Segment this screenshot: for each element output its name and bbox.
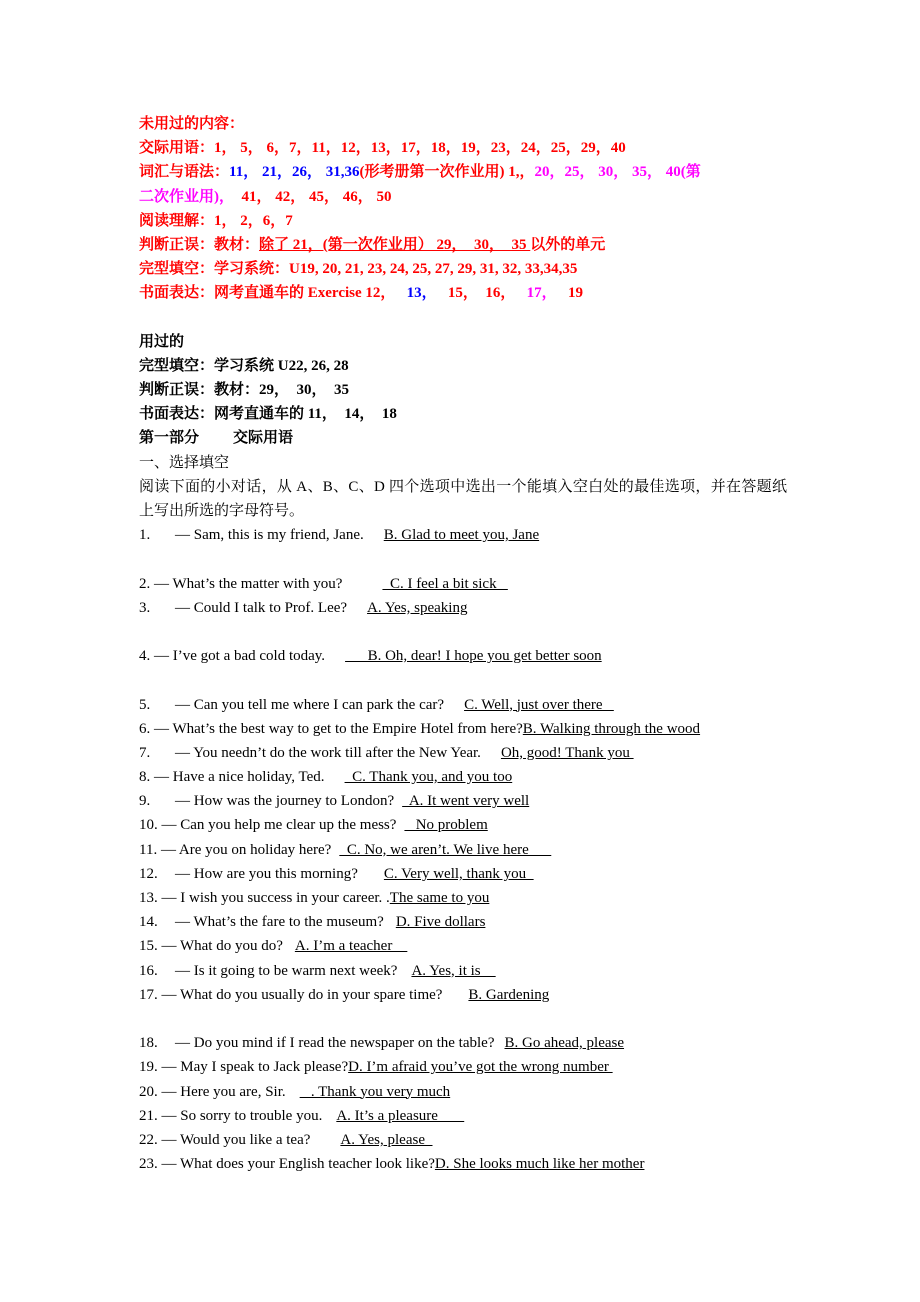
item-number: 10. <box>139 817 158 834</box>
item-number: 4. <box>139 648 151 665</box>
part-heading <box>139 426 789 450</box>
item-answer: A. Yes, please <box>340 1131 433 1148</box>
unused-cihui-red-nums: 1,， <box>508 164 535 181</box>
item-number: 7. <box>139 744 151 761</box>
dialogue-item <box>139 572 789 596</box>
item-number: 8. <box>139 769 151 786</box>
item-answer: A. Yes, speaking <box>367 599 468 616</box>
dialogue-item <box>139 789 789 813</box>
item-number: 6. <box>139 720 151 737</box>
item-question: — Could I talk to Prof. Lee? <box>175 599 348 616</box>
unused-shumian-19: 19 <box>567 285 583 302</box>
unused-shumian-13: 13， <box>406 285 437 302</box>
item-number: 3. <box>139 599 151 616</box>
item-answer: D. I’m afraid you’ve got the wrong number <box>348 1059 613 1076</box>
item-number: 18. <box>139 1035 158 1052</box>
part-title: 第一部分 <box>139 430 200 447</box>
dialogue-item <box>139 838 789 862</box>
dialogue-item <box>139 983 789 1007</box>
spacer <box>139 306 789 330</box>
item-number: 19. <box>139 1059 158 1076</box>
item-number: 13. <box>139 890 158 907</box>
unused-wanxing-line <box>139 257 789 281</box>
dialogue-item <box>139 1128 789 1152</box>
unused-shumian-pre: 网考直通车的 Exercise 12， <box>214 285 396 302</box>
item-question: — What’s the fare to the museum? <box>175 914 384 931</box>
item-number: 20. <box>139 1083 158 1100</box>
dialogue-item <box>139 1055 789 1079</box>
spacer <box>139 620 789 644</box>
dialogue-item <box>139 596 789 620</box>
item-number: 16. <box>139 962 158 979</box>
dialogue-item <box>139 523 789 547</box>
used-shumian: 书面表达：网考直通车的 11， 14， 18 <box>139 406 397 423</box>
unused-jiaoji-label: 交际用语： <box>139 140 215 157</box>
item-question: — Have a nice holiday, Ted. <box>150 769 325 786</box>
item-answer: B. Go ahead, please <box>504 1035 625 1052</box>
item-answer: C. I feel a bit sick <box>382 575 508 592</box>
item-answer: B. Glad to meet you, Jane <box>383 527 540 544</box>
item-question: — Sam, this is my friend, Jane. <box>175 527 364 544</box>
item-answer: C. Well, just over there <box>464 696 614 713</box>
item-question: — Do you mind if I read the newspaper on the table? <box>175 1035 495 1052</box>
section-instruction: 阅读下面的小对话，从 A、B、C、D 四个选项中选出一个能填入空白处的最佳选项，并在答题纸上写出所选的字母符号。 <box>139 478 787 520</box>
unused-shumian-17: 17， <box>526 285 557 302</box>
dialogue-item <box>139 765 789 789</box>
item-question: — What’s the best way to get to the Empire Hotel from here? <box>150 720 523 737</box>
item-question: — I’ve got a bad cold today. <box>150 648 326 665</box>
item-number: 1. <box>139 527 151 544</box>
unused-shumian-label: 书面表达： <box>139 285 215 302</box>
item-answer: C. Very well, thank you <box>383 865 534 882</box>
item-number: 17. <box>139 986 158 1003</box>
dialogue-list <box>139 523 789 1176</box>
unused-yuedu-line <box>139 209 789 233</box>
item-question: — What’s the matter with you? <box>150 575 343 592</box>
unused-panduan-label: 判断正误： <box>139 236 215 253</box>
unused-panduan-line <box>139 233 789 257</box>
item-question: — Can you tell me where I can park the car? <box>175 696 445 713</box>
item-question: — How are you this morning? <box>175 865 358 882</box>
item-answer: B. Walking through the wood <box>522 720 701 737</box>
unused-cihui-blue: 11， 21，26， 31,36 <box>229 164 360 181</box>
unused-panduan-post: 以外的单元 <box>530 236 606 253</box>
item-answer: C. No, we aren’t. We live here <box>339 841 552 858</box>
item-question: — I wish you success in your career. . <box>157 890 390 907</box>
item-number: 2. <box>139 575 151 592</box>
unused-cihui-mag: 20，25， 30， 35， 40(第 <box>534 164 701 181</box>
item-answer: D. She looks much like her mother <box>434 1156 645 1173</box>
item-question: — So sorry to trouble you. <box>157 1107 323 1124</box>
item-answer: A. Yes, it is <box>411 962 496 979</box>
unused-cihui-label: 词汇与语法： <box>139 164 230 181</box>
item-number: 12. <box>139 865 158 882</box>
unused-cihui-note: (形考册第一次作业用) <box>359 164 505 181</box>
item-question: — Are you on holiday here? <box>157 841 332 858</box>
dialogue-item <box>139 741 789 765</box>
item-number: 14. <box>139 914 158 931</box>
item-question: — What does your English teacher look like? <box>157 1156 435 1173</box>
item-question: — How was the journey to London? <box>175 793 395 810</box>
unused-cihui-tail: 41， 42， 45， 46， 50 <box>241 188 392 205</box>
unused-wanxing-label: 完型填空： <box>139 261 215 278</box>
item-question: — May I speak to Jack please? <box>157 1059 349 1076</box>
used-wanxing: 完型填空：学习系统 U22, 26, 28 <box>139 357 349 374</box>
item-question: — Would you like a tea? <box>157 1131 311 1148</box>
item-answer: . Thank you very much <box>299 1083 451 1100</box>
used-heading: 用过的 <box>139 333 185 350</box>
item-answer: A. It’s a pleasure <box>336 1107 465 1124</box>
dialogue-item <box>139 1031 789 1055</box>
item-number: 23. <box>139 1156 158 1173</box>
item-number: 15. <box>139 938 158 955</box>
unused-yuedu-nums: 1， 2，6，7 <box>214 212 293 229</box>
item-answer: D. Five dollars <box>395 914 486 931</box>
item-question: — Can you help me clear up the mess? <box>157 817 397 834</box>
dialogue-item <box>139 1080 789 1104</box>
unused-heading: 未用过的内容： <box>139 116 245 132</box>
unused-yuedu-label: 阅读理解： <box>139 212 215 229</box>
spacer <box>139 1007 789 1031</box>
unused-jiaoji-line <box>139 136 789 160</box>
unused-jiaoji-nums: 1， 5， 6，7，11，12，13，17，18，19，23，24，25，29，40 <box>214 140 626 157</box>
item-number: 5. <box>139 696 151 713</box>
unused-cihui-line <box>139 160 789 184</box>
item-answer: B. Oh, dear! I hope you get better soon <box>345 648 602 665</box>
item-number: 21. <box>139 1107 158 1124</box>
spacer <box>139 668 789 692</box>
document-page <box>139 112 789 1176</box>
unused-cihui-line2 <box>139 185 789 209</box>
dialogue-item <box>139 717 789 741</box>
section-title: 一、选择填空 <box>139 454 230 471</box>
item-number: 9. <box>139 793 151 810</box>
item-answer: A. I’m a teacher <box>294 938 408 955</box>
item-question: — What do you usually do in your spare time? <box>157 986 443 1003</box>
dialogue-item <box>139 910 789 934</box>
dialogue-item <box>139 959 789 983</box>
dialogue-item <box>139 1152 789 1176</box>
item-answer: Oh, good! Thank you <box>500 744 634 761</box>
item-number: 11. <box>139 841 158 858</box>
dialogue-item <box>139 693 789 717</box>
item-question: — What do you do? <box>157 938 283 955</box>
item-answer: A. It went very well <box>402 793 530 810</box>
item-answer: B. Gardening <box>468 986 550 1003</box>
unused-shumian-line <box>139 281 789 305</box>
part-subtitle: 交际用语 <box>233 430 294 447</box>
dialogue-item <box>139 813 789 837</box>
unused-panduan-underlined: 除了 21，(第一次作业用） 29， 30， 35 <box>259 236 531 253</box>
unused-shumian-15: 15， 16， <box>447 285 516 302</box>
used-panduan: 判断正误：教材：29， 30， 35 <box>139 382 350 399</box>
dialogue-item <box>139 862 789 886</box>
dialogue-item <box>139 1104 789 1128</box>
unused-wanxing-text: 学习系统：U19, 20, 21, 23, 24, 25, 27, 29, 31, 32, 33,34,35 <box>214 261 578 278</box>
item-number: 22. <box>139 1131 158 1148</box>
item-question: — Here you are, Sir. <box>157 1083 286 1100</box>
spacer <box>139 547 789 571</box>
unused-panduan-pre: 教材： <box>214 236 260 253</box>
item-answer: C. Thank you, and you too <box>344 769 513 786</box>
dialogue-item <box>139 886 789 910</box>
item-question: — Is it going to be warm next week? <box>175 962 398 979</box>
dialogue-item <box>139 934 789 958</box>
item-answer: No problem <box>404 817 488 834</box>
item-answer: The same to you <box>389 890 490 907</box>
unused-cihui-mag2: 二次作业用)， <box>139 188 234 205</box>
item-question: — You needn’t do the work till after the New Year. <box>175 744 481 761</box>
dialogue-item <box>139 644 789 668</box>
